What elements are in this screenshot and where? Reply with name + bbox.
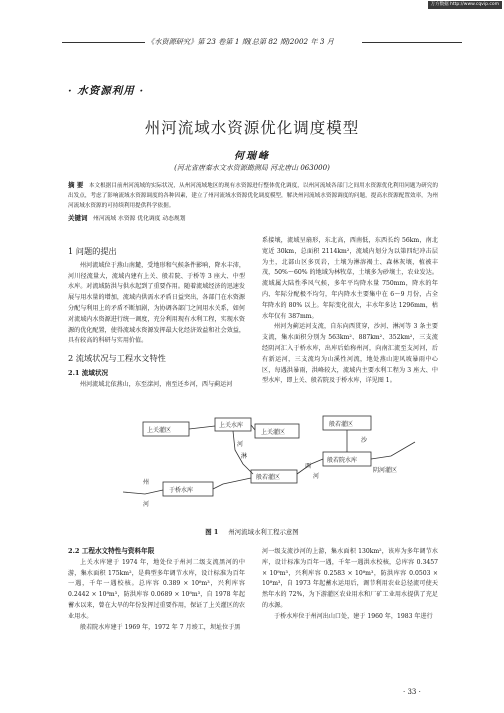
- label-shangguan-area: 上关灌区: [147, 427, 172, 434]
- keywords-text: 州河流域 水资源 优化调度 动态规划: [93, 216, 186, 222]
- label-yuqiao-reservoir: 于桥水库: [169, 487, 194, 494]
- right-column-top: [262, 236, 438, 387]
- journal-header: [62, 36, 462, 48]
- page-number: · 33 ·: [403, 688, 421, 696]
- author-affiliation: (河北省唐秦水文水资源勘测局 河北唐山 063000): [174, 164, 330, 172]
- abstract-label: 摘 要: [68, 181, 84, 189]
- river-line-6: [189, 426, 215, 429]
- article-title: 州河流域水资源优化调度模型: [144, 119, 360, 137]
- label-banruo-area: 般若灌区: [329, 421, 354, 428]
- label-zhou: 州: [143, 479, 150, 486]
- label-shangguan-reservoir: 上关水库: [219, 422, 244, 429]
- section-2-1-continued-2: 州河为蓟运河支流，自东向西贯穿，沙河、淋河等 3 条主要支流，集水面积分别为 563km²、887km²、352km²，三支流经阴河汇入于桥水库，出库后始称州河，向南汇流至支河河，后有新运河，三支流均为山溪性河流，地处燕山迎风坡暴雨中心区，每遇洪暴雨，洪峰较大，流域内主要水利工程为 3 座大、中型水库，即上关、般若院及于桥水库，详见图 1。: [262, 323, 438, 385]
- figure-caption-label: 图 1: [205, 528, 219, 536]
- left-column-top: [68, 240, 245, 391]
- section-2-2-paragraph-1: 上关水库建于 1974 年，地处位于州河二级支流黑河的中游，集水面积 175km²，是典型多年调节水库，设计标准为百年一遇，千年一遇校核。总库容 0.389 × 10⁸m³，兴利库容 0.2442 × 10⁸m³，防洪库容 0.0689 × 10⁸m³，自 1978 年起蓄水以来，曾在大旱的年份发挥过重要作用，保证了上关灌区的农业用水。: [68, 558, 245, 620]
- section-2-2-continued-1: 河一级支流沙河的上游，集水面积 130km²，该库为多年调节水库，设计标准为百年一遇，千年一遇洪水校核，总库容 0.3457 × 10⁸m³，兴利库容 0.2583 × 10⁸m³，防洪库容 0.0503 × 10⁸m³，自 1973 年起蓄水运用后，调节利用农业总径流可使天然年水的 72%，为下游灌区农业用水和厂矿工业用水提供了充足的水源。: [262, 548, 438, 609]
- label-sha: 沙: [361, 437, 368, 444]
- abstract-text: 本文根据目前州河流域的实际状况，从州河流域地区的现有水资源进行整体优化调度，以州河流域各部门之间用水资源优化利用问题为研究的出发点，考虑了影响流域水资源调度的各种因素，建立了州河流域水资源优化调度模型，解决州河流域水资源调度的问题，提高水资源配置效率，为州河流域水资源的可持续利用提供科学依据。: [68, 183, 438, 209]
- river-line-7: [251, 425, 255, 430]
- header-rule-left: [62, 42, 146, 43]
- watermark-stamp: 万方数据 http://www.cqvip.com: [428, 1, 502, 9]
- author-name: 何瑞峰: [234, 151, 270, 162]
- section-2-2-paragraph-2: 般若院水库建于 1969 年，1972 年 7 月竣工，坝址位于黑: [80, 623, 241, 631]
- right-column-bottom: [262, 547, 438, 623]
- label-banruo-reservoir: 般若院水库: [327, 457, 358, 464]
- section-1-paragraph: 州河流域位于燕山南麓，受地形和气候条件影响，降水丰沛，河川径流量大，流域内建有上关、般若院、于桥等 3 座大、中型水库。对流域防洪与供水起到了重要作用。随着流域经济的迅速发展与用水量的增加，流域内供需水矛盾日益突出，各部门在水资源分配与利用上的矛盾不断加剧，为协调各部门之间用水关系，如何对流域内水资源进行统一调度，充分利用现有水利工程，实现水资源的优化配置，使得流域水资源发挥最大化经济效益和社会效益，具有较高的科研与实用价值。: [68, 261, 245, 345]
- label-xi: 西: [305, 463, 312, 470]
- keywords-label: 关键词: [68, 214, 88, 222]
- section-2-1-continued-1: 系接壤，流域呈扇形，东北高，西南低，东西长约 56km，南北宽近 30km，总面积 2114km²，流域内划分为以第四纪冲击层为主，北部山区多页岩，土壤为淋溶褐土、森林灰壤，植被丰茂，50%～60% 的地域为林牧草，土壤多为砂壤土，农业发达。流域属大陆性季风气候，多年平均降水量 750mm，降水的年内、年际分配极不均匀，年内降水主要集中在 6～9 月份，占全年降水的 80% 以上。年际变化很大，丰水年多达 1296mm，枯水年仅有 387mm。: [262, 237, 438, 320]
- basin-schematic-figure: [123, 398, 423, 526]
- keywords: [68, 213, 186, 222]
- label-river-he2: 河: [313, 473, 320, 480]
- left-column-bottom: [68, 545, 245, 633]
- header-rule-right: [362, 42, 462, 43]
- river-line-5: [123, 490, 163, 494]
- section-2-1-heading: 2.1 流域状况: [68, 368, 109, 377]
- figure-caption: [0, 527, 504, 536]
- label-river-he: 河: [237, 441, 244, 448]
- journal-line-text: 《水资源研究》第 23 卷第 1 期(总第 82 期)2002 年 3 月: [147, 37, 334, 46]
- label-yuqiao-area: 般若灌区: [256, 474, 281, 481]
- label-shanggan-area: 上关灌区: [261, 429, 286, 436]
- river-line-4: [213, 478, 251, 489]
- label-lin: 淋: [241, 453, 248, 460]
- section-2-2-heading: 2.2 工程水文特性与资料年限: [68, 547, 155, 555]
- figure-caption-text: 州河流域水利工程示意图: [228, 528, 299, 536]
- label-yinhe-irrigation: 阴河灌区: [373, 467, 398, 474]
- river-line-8: [371, 442, 415, 459]
- section-2-1-paragraph: 州河流域北依燕山，东至滦河，南至还乡河，西与蓟运河: [80, 380, 233, 388]
- section-1-heading: 1 问题的提出: [68, 246, 117, 256]
- section-tag: · 水资源利用 ·: [68, 85, 145, 97]
- section-2-heading: 2 流域状况与工程水文特性: [68, 353, 166, 364]
- label-he3: 河: [143, 501, 150, 508]
- abstract: [68, 180, 438, 211]
- section-2-2-continued-2: 于桥水库位于州河出山口处，建于 1960 年，1983 年进行: [274, 612, 433, 620]
